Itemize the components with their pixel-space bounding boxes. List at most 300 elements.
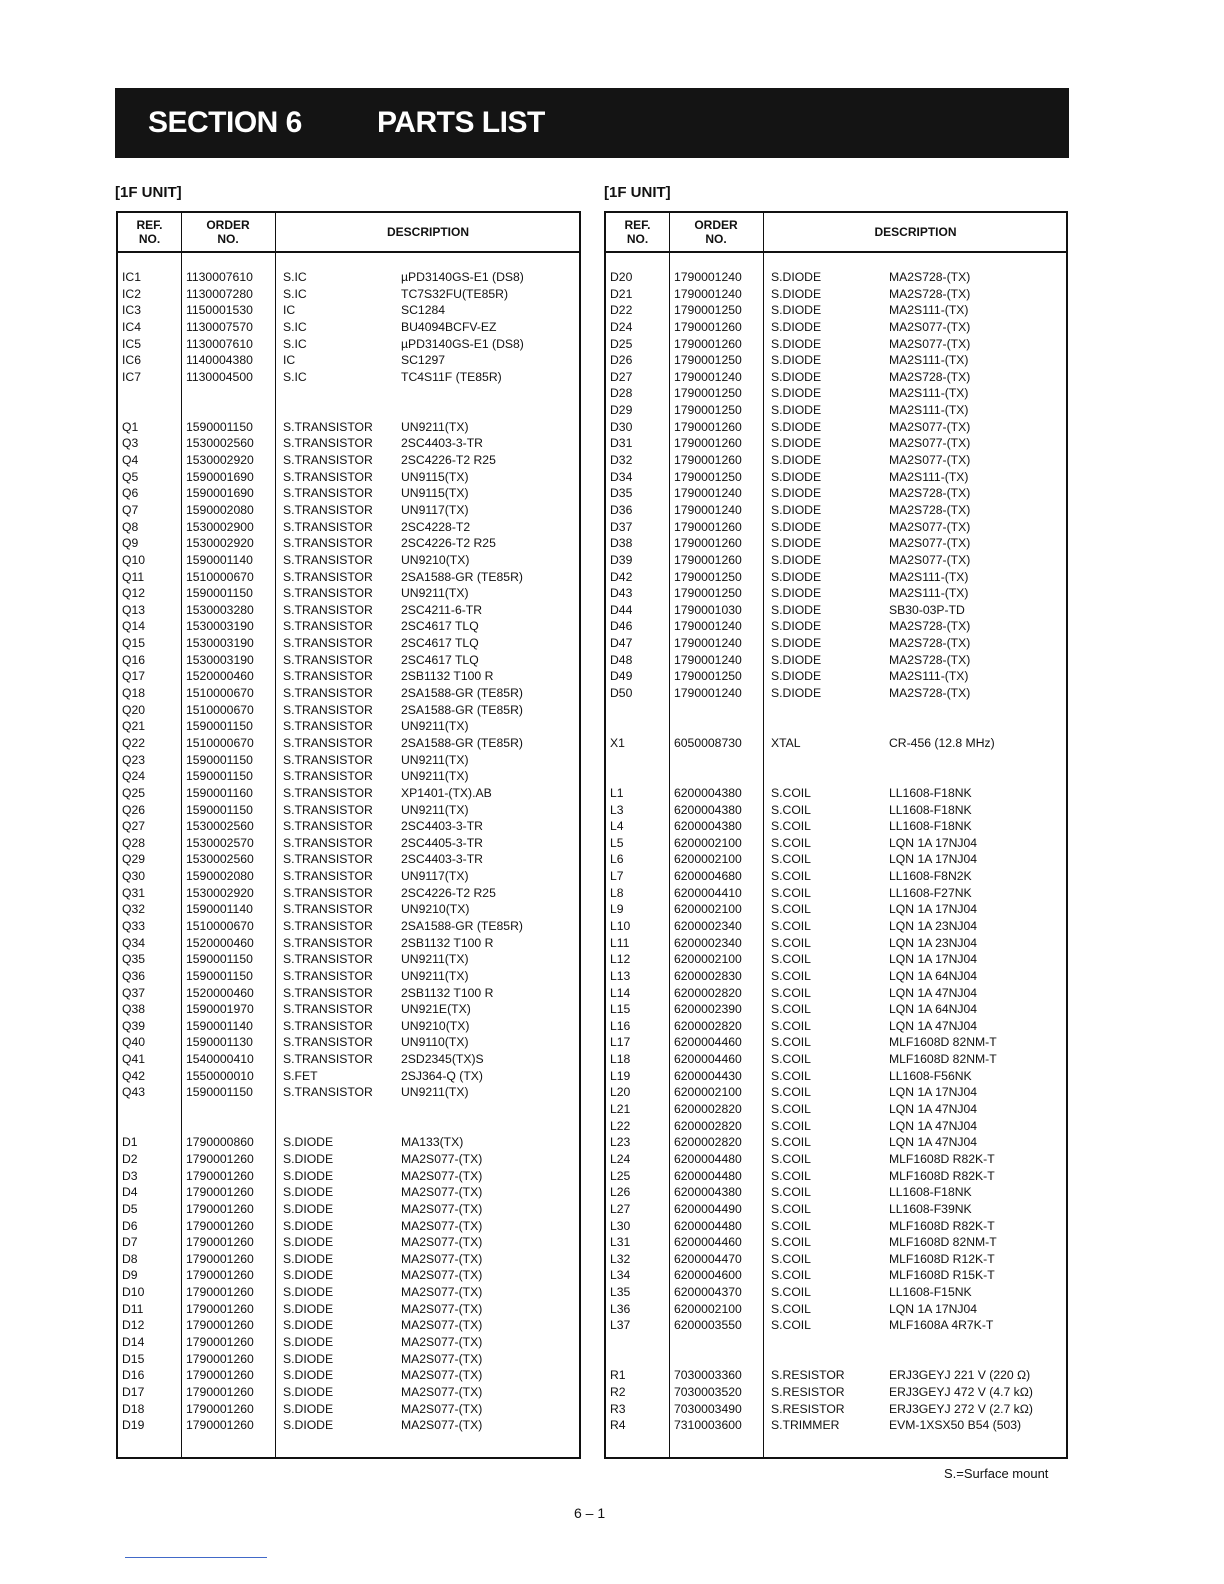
- part-type: S.DIODE: [771, 586, 822, 601]
- part-type: S.DIODE: [283, 1218, 334, 1233]
- order-no: 6200002820: [674, 1018, 742, 1033]
- part-type: S.DIODE: [771, 536, 822, 551]
- order-no: 6200002820: [674, 985, 742, 1000]
- part-number: ERJ3GEYJ 272 V (2.7 kΩ): [889, 1401, 1033, 1416]
- order-no: 1590001150: [186, 719, 253, 734]
- part-number: MA2S077-(TX): [401, 1384, 483, 1399]
- ref-no: Q11: [122, 569, 145, 584]
- order-no: 1590002080: [186, 502, 254, 517]
- order-no: 1530002900: [186, 519, 254, 534]
- part-type: S.DIODE: [283, 1251, 334, 1266]
- ref-no: Q26: [122, 802, 146, 817]
- part-type: S.RESISTOR: [771, 1401, 845, 1416]
- part-type: S.TRANSISTOR: [283, 1002, 373, 1017]
- ref-no: L5: [610, 835, 624, 850]
- part-type: S.TRANSISTOR: [283, 436, 373, 451]
- order-no: 1790001260: [186, 1285, 254, 1300]
- part-number: LQN 1A 47NJ04: [889, 1118, 978, 1133]
- ref-no: Q13: [122, 602, 146, 617]
- part-type: S.DIODE: [771, 469, 822, 484]
- table-row: [118, 868, 579, 885]
- order-no: 1790001260: [674, 552, 742, 567]
- part-number: UN9211(TX): [401, 769, 469, 784]
- table-row: [118, 885, 579, 902]
- ref-no: L24: [610, 1151, 631, 1166]
- part-type: S.DIODE: [771, 636, 822, 651]
- order-no: 1530003190: [186, 619, 254, 634]
- order-no: 6200002830: [674, 968, 742, 983]
- part-type: XTAL: [771, 735, 801, 750]
- order-no: 1790001260: [186, 1418, 254, 1433]
- part-number: 2SC4228-T2: [401, 519, 471, 534]
- ref-no: D15: [122, 1351, 145, 1366]
- part-type: S.COIL: [771, 885, 811, 900]
- table-row: [118, 435, 579, 452]
- part-number: UN921E(TX): [401, 1002, 471, 1017]
- table-row: [606, 419, 1066, 436]
- part-type: S.DIODE: [283, 1268, 334, 1283]
- part-number: UN9211(TX): [401, 802, 469, 817]
- part-type: S.FET: [283, 1068, 318, 1083]
- order-no: 1590001690: [186, 469, 254, 484]
- part-type: S.DIODE: [771, 669, 822, 684]
- ref-no: Q25: [122, 785, 146, 800]
- part-type: S.RESISTOR: [771, 1368, 845, 1383]
- ref-no: D47: [610, 636, 633, 651]
- part-number: MLF1608D 82NM-T: [889, 1052, 997, 1067]
- part-number: UN9211(TX): [401, 968, 469, 983]
- part-type: S.COIL: [771, 1285, 811, 1300]
- order-no: 1790001250: [674, 353, 742, 368]
- table-row: [606, 785, 1066, 802]
- part-number: LQN 1A 17NJ04: [889, 852, 978, 867]
- part-type: S.COIL: [771, 968, 811, 983]
- part-type: S.COIL: [771, 835, 811, 850]
- part-type: S.COIL: [771, 918, 811, 933]
- table-row: [606, 618, 1066, 635]
- part-number: MA2S111-(TX): [889, 569, 969, 584]
- table-row: [606, 1267, 1066, 1284]
- order-no: 1510000670: [186, 918, 254, 933]
- ref-no: D46: [610, 619, 633, 634]
- ref-no: D49: [610, 669, 633, 684]
- part-number: MA2S077-(TX): [401, 1351, 483, 1366]
- ref-no: Q37: [122, 985, 146, 1000]
- part-number: 2SC4617 TLQ: [401, 619, 479, 634]
- ref-no: D38: [610, 536, 633, 551]
- part-number: UN9210(TX): [401, 902, 470, 917]
- order-no: 1790001260: [186, 1235, 254, 1250]
- part-type: S.DIODE: [771, 270, 822, 284]
- table-row: [606, 1101, 1066, 1118]
- ref-no: L30: [610, 1218, 631, 1233]
- table-row: [118, 469, 579, 486]
- order-no: 1590001150: [186, 769, 253, 784]
- ref-no: Q15: [122, 636, 146, 651]
- order-no: 6200004460: [674, 1052, 742, 1067]
- part-number: MA2S077-(TX): [401, 1201, 483, 1216]
- ref-no: R1: [610, 1368, 626, 1383]
- part-number: LQN 1A 47NJ04: [889, 985, 978, 1000]
- ref-no: L34: [610, 1268, 631, 1283]
- part-number: MLF1608A 4R7K-T: [889, 1318, 994, 1333]
- part-number: MA2S111-(TX): [889, 469, 969, 484]
- ref-no: Q40: [122, 1035, 146, 1050]
- part-type: S.TRANSISTOR: [283, 702, 373, 717]
- part-type: S.DIODE: [771, 386, 822, 401]
- part-number: LQN 1A 23NJ04: [889, 935, 978, 950]
- part-number: UN9211(TX): [401, 586, 469, 601]
- part-type: S.TRANSISTOR: [283, 852, 373, 867]
- part-number: MLF1608D 82NM-T: [889, 1235, 997, 1250]
- ref-no: Q42: [122, 1068, 146, 1083]
- table-row: [118, 918, 579, 935]
- part-type: S.COIL: [771, 1268, 811, 1283]
- part-type: S.DIODE: [771, 419, 822, 434]
- ref-no: L3: [610, 802, 624, 817]
- ref-no: Q4: [122, 453, 139, 468]
- part-number: UN9211(TX): [401, 752, 469, 767]
- order-no: 1590001150: [186, 802, 253, 817]
- part-number: 2SA1588-GR (TE85R): [401, 702, 523, 717]
- order-no: 1790000860: [186, 1135, 254, 1150]
- order-no: 7310003600: [674, 1418, 742, 1433]
- order-no: 1790001240: [674, 286, 742, 301]
- table-row: [118, 985, 579, 1002]
- table-row: [118, 535, 579, 552]
- table-row: [606, 768, 1066, 785]
- part-number: TC4S11F (TE85R): [401, 369, 502, 384]
- table-row: [606, 718, 1066, 735]
- table-row: [606, 1234, 1066, 1251]
- part-number: LL1608-F27NK: [889, 885, 972, 900]
- part-type: S.TRANSISTOR: [283, 819, 373, 834]
- part-number: SC1297: [401, 353, 446, 368]
- table-row: [606, 269, 1066, 286]
- table-row: [118, 901, 579, 918]
- order-no: 1790001260: [186, 1268, 254, 1283]
- table-row: [606, 319, 1066, 336]
- part-type: S.DIODE: [283, 1351, 334, 1366]
- table-row: [118, 452, 579, 469]
- table-row: [606, 585, 1066, 602]
- order-no: 6200004430: [674, 1068, 742, 1083]
- part-type: S.COIL: [771, 1102, 811, 1117]
- table-row: [606, 752, 1066, 769]
- header-order-no: ORDER NO.: [206, 218, 250, 246]
- order-no: 1510000670: [186, 702, 254, 717]
- part-number: MA2S728-(TX): [889, 686, 971, 701]
- part-type: S.TRANSISTOR: [283, 968, 373, 983]
- table-row: [606, 385, 1066, 402]
- ref-no: Q18: [122, 686, 146, 701]
- ref-no: Q29: [122, 852, 146, 867]
- order-no: 1530002560: [186, 819, 254, 834]
- part-number: MA2S077-(TX): [889, 319, 971, 334]
- table-row: [606, 1034, 1066, 1051]
- part-type: S.COIL: [771, 1318, 811, 1333]
- part-type: S.DIODE: [771, 319, 822, 334]
- order-no: 1590001150: [186, 1085, 253, 1100]
- order-no: 1510000670: [186, 569, 254, 584]
- order-no: 1790001250: [674, 386, 742, 401]
- order-no: 6200004480: [674, 1151, 742, 1166]
- table-row: [606, 535, 1066, 552]
- part-type: S.DIODE: [771, 569, 822, 584]
- table-row: [606, 1401, 1066, 1418]
- ref-no: D24: [610, 319, 633, 334]
- part-number: CR-456 (12.8 MHz): [889, 735, 995, 750]
- part-type: S.TRANSISTOR: [283, 453, 373, 468]
- order-no: 6200002820: [674, 1135, 742, 1150]
- ref-no: L10: [610, 918, 631, 933]
- part-type: S.TRANSISTOR: [283, 652, 373, 667]
- table-row: [606, 702, 1066, 719]
- part-number: 2SA1588-GR (TE85R): [401, 569, 523, 584]
- order-no: 1530003190: [186, 652, 254, 667]
- order-no: 6200004410: [674, 885, 742, 900]
- ref-no: Q32: [122, 902, 146, 917]
- table-row: [606, 1068, 1066, 1085]
- table-row: [118, 569, 579, 586]
- ref-no: D8: [122, 1251, 138, 1266]
- ref-no: D35: [610, 486, 633, 501]
- part-type: S.DIODE: [283, 1235, 334, 1250]
- part-number: SB30-03P-TD: [889, 602, 965, 617]
- order-no: 1790001030: [674, 602, 742, 617]
- order-no: 1590001150: [186, 968, 253, 983]
- part-type: S.DIODE: [771, 602, 822, 617]
- order-no: 6200002100: [674, 1085, 742, 1100]
- table-row: [118, 1034, 579, 1051]
- order-no: 6200002820: [674, 1118, 742, 1133]
- table-row: [118, 552, 579, 569]
- part-number: MA2S111-(TX): [889, 403, 969, 418]
- order-no: 1130007280: [186, 286, 253, 301]
- order-no: 6050008730: [674, 735, 742, 750]
- ref-no: D7: [122, 1235, 138, 1250]
- ref-no: L18: [610, 1052, 631, 1067]
- table-row: [118, 1317, 579, 1334]
- ref-no: D32: [610, 453, 633, 468]
- part-type: S.TRANSISTOR: [283, 735, 373, 750]
- ref-no: L19: [610, 1068, 631, 1083]
- part-number: 2SB1132 T100 R: [401, 935, 494, 950]
- table-row: [606, 652, 1066, 669]
- part-number: 2SB1132 T100 R: [401, 985, 494, 1000]
- part-type: IC: [283, 353, 296, 368]
- order-no: 7030003360: [674, 1368, 742, 1383]
- order-no: 1130004500: [186, 369, 253, 384]
- part-number: 2SD2345(TX)S: [401, 1052, 484, 1067]
- order-no: 1530002560: [186, 436, 254, 451]
- part-type: S.DIODE: [771, 403, 822, 418]
- part-number: ERJ3GEYJ 472 V (4.7 kΩ): [889, 1384, 1033, 1399]
- ref-no: L17: [610, 1035, 631, 1050]
- part-type: S.TRANSISTOR: [283, 918, 373, 933]
- order-no: 1130007610: [186, 270, 253, 284]
- order-no: 1790001260: [674, 436, 742, 451]
- order-no: 1790001260: [186, 1384, 254, 1399]
- part-type: S.TRANSISTOR: [283, 1018, 373, 1033]
- ref-no: L22: [610, 1118, 631, 1133]
- ref-no: Q7: [122, 502, 139, 517]
- part-type: S.TRANSISTOR: [283, 802, 373, 817]
- order-no: 7030003520: [674, 1384, 742, 1399]
- part-type: S.TRANSISTOR: [283, 902, 373, 917]
- ref-no: D1: [122, 1135, 138, 1150]
- part-type: S.TRANSISTOR: [283, 686, 373, 701]
- part-number: MA2S077-(TX): [889, 436, 971, 451]
- table-row: [118, 735, 579, 752]
- part-number: MA2S728-(TX): [889, 486, 971, 501]
- part-type: S.DIODE: [771, 336, 822, 351]
- part-type: S.TRIMMER: [771, 1418, 840, 1433]
- ref-no: R2: [610, 1384, 626, 1399]
- ref-no: IC1: [122, 270, 141, 284]
- table-row: [118, 1384, 579, 1401]
- part-type: S.COIL: [771, 985, 811, 1000]
- table-row: [606, 602, 1066, 619]
- table-row: [118, 502, 579, 519]
- ref-no: L1: [610, 785, 624, 800]
- part-type: S.DIODE: [283, 1301, 334, 1316]
- table-row: [606, 302, 1066, 319]
- ref-no: D42: [610, 569, 633, 584]
- table-row: [118, 1084, 579, 1101]
- ref-no: Q36: [122, 968, 146, 983]
- order-no: 1790001260: [674, 453, 742, 468]
- part-number: MA2S077-(TX): [401, 1335, 483, 1349]
- part-number: LL1608-F18NK: [889, 1185, 972, 1200]
- part-number: 2SC4405-3-TR: [401, 835, 483, 850]
- part-type: S.TRANSISTOR: [283, 519, 373, 534]
- part-type: S.DIODE: [771, 502, 822, 517]
- ref-no: D37: [610, 519, 633, 534]
- part-type: S.COIL: [771, 952, 811, 967]
- ref-no: D31: [610, 436, 633, 451]
- ref-no: Q14: [122, 619, 146, 634]
- table-row: [118, 1401, 579, 1418]
- order-no: 1790001260: [674, 419, 742, 434]
- ref-no: D16: [122, 1368, 145, 1383]
- order-no: 1530002920: [186, 885, 254, 900]
- order-no: 1790001260: [186, 1401, 254, 1416]
- order-no: 1790001260: [674, 536, 742, 551]
- part-type: S.TRANSISTOR: [283, 569, 373, 584]
- order-no: 1590001130: [186, 1035, 253, 1050]
- table-row: [118, 1251, 579, 1268]
- part-number: MA2S077-(TX): [401, 1218, 483, 1233]
- ref-no: Q39: [122, 1018, 146, 1033]
- table-row: [118, 752, 579, 769]
- ref-no: Q10: [122, 552, 146, 567]
- part-number: LL1608-F56NK: [889, 1068, 972, 1083]
- order-no: 1590001140: [186, 1018, 253, 1033]
- ref-no: L8: [610, 885, 624, 900]
- table-row: [606, 1284, 1066, 1301]
- ref-no: D11: [122, 1301, 144, 1316]
- part-number: MA2S728-(TX): [889, 619, 971, 634]
- order-no: 1530002920: [186, 453, 254, 468]
- ref-no: L6: [610, 852, 624, 867]
- table-row: [118, 1184, 579, 1201]
- order-no: 1790001250: [674, 303, 742, 318]
- ref-no: L7: [610, 869, 624, 884]
- table-row: [118, 1284, 579, 1301]
- order-no: 1790001240: [674, 686, 742, 701]
- ref-no: D27: [610, 369, 633, 384]
- order-no: 6200004680: [674, 869, 742, 884]
- part-type: S.DIODE: [283, 1418, 334, 1433]
- order-no: 1790001260: [186, 1318, 254, 1333]
- part-type: S.TRANSISTOR: [283, 669, 373, 684]
- ref-no: D9: [122, 1268, 138, 1283]
- right-rows: [606, 269, 1066, 1434]
- table-row: [606, 519, 1066, 536]
- table-row: [118, 1334, 579, 1351]
- table-row: [606, 985, 1066, 1002]
- part-number: µPD3140GS-E1 (DS8): [401, 336, 524, 351]
- ref-no: D6: [122, 1218, 138, 1233]
- part-number: UN9211(TX): [401, 719, 469, 734]
- part-number: MA2S728-(TX): [889, 270, 971, 284]
- order-no: 1520000460: [186, 985, 254, 1000]
- part-type: S.TRANSISTOR: [283, 785, 373, 800]
- table-row: [118, 602, 579, 619]
- part-type: S.COIL: [771, 819, 811, 834]
- table-row: [606, 435, 1066, 452]
- table-row: [606, 1317, 1066, 1334]
- part-number: 2SC4226-T2 R25: [401, 885, 496, 900]
- ref-no: Q38: [122, 1002, 146, 1017]
- left-unit-label: [1F UNIT]: [115, 184, 182, 201]
- table-row: [606, 485, 1066, 502]
- table-row: [606, 818, 1066, 835]
- part-number: MA133(TX): [401, 1135, 464, 1150]
- part-type: S.DIODE: [771, 369, 822, 384]
- part-type: S.DIODE: [283, 1135, 334, 1150]
- part-number: UN9117(TX): [401, 502, 469, 517]
- ref-no: IC4: [122, 319, 141, 334]
- part-number: MA2S077-(TX): [401, 1368, 483, 1383]
- ref-no: D12: [122, 1318, 145, 1333]
- ref-no: Q34: [122, 935, 146, 950]
- ref-no: X1: [610, 735, 625, 750]
- table-row: [606, 802, 1066, 819]
- order-no: 1790001240: [674, 369, 742, 384]
- order-no: 1590001690: [186, 486, 254, 501]
- order-no: 1790001260: [674, 336, 742, 351]
- part-type: S.DIODE: [771, 519, 822, 534]
- part-type: S.COIL: [771, 1035, 811, 1050]
- order-no: 1590001150: [186, 752, 253, 767]
- order-no: 6200004480: [674, 1168, 742, 1183]
- section-banner: [115, 88, 1069, 158]
- part-number: MA2S111-(TX): [889, 353, 969, 368]
- ref-no: L11: [610, 935, 630, 950]
- ref-no: IC7: [122, 369, 141, 384]
- table-row: [118, 618, 579, 635]
- order-no: 6200002340: [674, 918, 742, 933]
- table-row: [118, 1068, 579, 1085]
- part-number: MA2S077-(TX): [401, 1168, 483, 1183]
- ref-no: L9: [610, 902, 624, 917]
- ref-no: D10: [122, 1285, 145, 1300]
- ref-no: IC3: [122, 303, 141, 318]
- part-type: S.TRANSISTOR: [283, 1052, 373, 1067]
- part-number: 2SA1588-GR (TE85R): [401, 918, 523, 933]
